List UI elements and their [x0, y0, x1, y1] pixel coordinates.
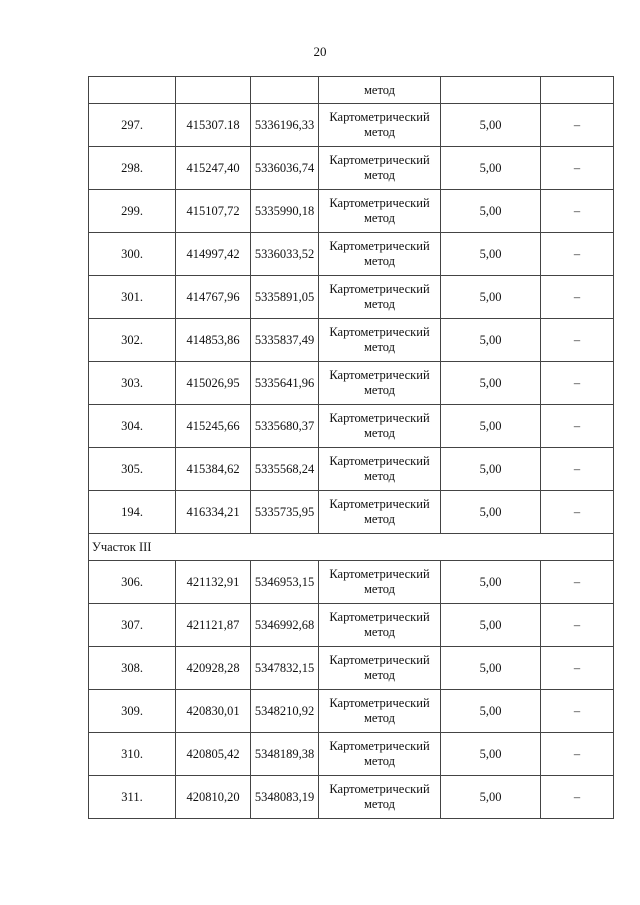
method-cell: [319, 647, 441, 690]
point-number: 297.: [89, 104, 176, 147]
method-cell: [319, 190, 441, 233]
point-number: 309.: [89, 690, 176, 733]
method-cell: [319, 276, 441, 319]
method-line-1: Картометрический: [329, 368, 430, 382]
method-line-1: Картометрический: [329, 239, 430, 253]
coordinate-y: 5347832,15: [251, 647, 319, 690]
coordinate-x: 421121,87: [176, 604, 251, 647]
coordinate-y: 5336036,74: [251, 147, 319, 190]
accuracy-value: 5,00: [441, 276, 541, 319]
coordinate-x: 415245,66: [176, 405, 251, 448]
method-line-1: Картометрический: [329, 325, 430, 339]
coordinate-x: 415384,62: [176, 448, 251, 491]
note-dash: –: [541, 561, 614, 604]
method-line-2: метод: [363, 469, 395, 483]
table-row: [89, 190, 614, 233]
accuracy-value: 5,00: [441, 448, 541, 491]
accuracy-value: 5,00: [441, 561, 541, 604]
accuracy-value: 5,00: [441, 405, 541, 448]
method-line-2: метод: [363, 254, 395, 268]
method-line-2: метод: [363, 383, 395, 397]
method-line-1: Картометрический: [329, 567, 430, 581]
method-line-1: Картометрический: [329, 411, 430, 425]
method-line-1: Картометрический: [329, 110, 430, 124]
method-line-2: метод: [363, 297, 395, 311]
table-row: [89, 405, 614, 448]
note-dash: –: [541, 733, 614, 776]
coordinate-y: 5335568,24: [251, 448, 319, 491]
method-line-2: метод: [363, 426, 395, 440]
accuracy-value: 5,00: [441, 491, 541, 534]
table-row: [89, 276, 614, 319]
continuation-cell-method: метод: [319, 77, 441, 104]
table-row: [89, 362, 614, 405]
method-line-1: Картометрический: [329, 196, 430, 210]
accuracy-value: 5,00: [441, 147, 541, 190]
point-number: 194.: [89, 491, 176, 534]
method-cell: [319, 319, 441, 362]
coordinate-x: 415026,95: [176, 362, 251, 405]
note-dash: –: [541, 776, 614, 819]
note-dash: –: [541, 491, 614, 534]
method-cell: [319, 690, 441, 733]
accuracy-value: 5,00: [441, 647, 541, 690]
continuation-cell-x: [176, 77, 251, 104]
coordinate-x: 420830,01: [176, 690, 251, 733]
point-number: 306.: [89, 561, 176, 604]
method-line-1: Картометрический: [329, 610, 430, 624]
note-dash: –: [541, 362, 614, 405]
method-line-2: метод: [363, 711, 395, 725]
accuracy-value: 5,00: [441, 190, 541, 233]
method-line-2: метод: [363, 668, 395, 682]
table-row: [89, 733, 614, 776]
point-number: 299.: [89, 190, 176, 233]
coordinate-x: 415107,72: [176, 190, 251, 233]
method-line-1: Картометрический: [329, 497, 430, 511]
method-cell: [319, 104, 441, 147]
method-line-1: Картометрический: [329, 454, 430, 468]
point-number: 303.: [89, 362, 176, 405]
table-row: [89, 647, 614, 690]
method-cell: [319, 448, 441, 491]
method-cell: [319, 362, 441, 405]
method-line-1: Картометрический: [329, 282, 430, 296]
note-dash: –: [541, 147, 614, 190]
method-line-1: Картометрический: [329, 739, 430, 753]
point-number: 308.: [89, 647, 176, 690]
method-line-2: метод: [363, 512, 395, 526]
coordinate-x: 421132,91: [176, 561, 251, 604]
table-row: [89, 233, 614, 276]
coordinate-y: 5346953,15: [251, 561, 319, 604]
coordinate-y: 5348083,19: [251, 776, 319, 819]
coordinate-x: 415307.18: [176, 104, 251, 147]
note-dash: –: [541, 647, 614, 690]
method-line-1: Картометрический: [329, 153, 430, 167]
coordinate-y: 5336196,33: [251, 104, 319, 147]
method-line-2: метод: [363, 625, 395, 639]
table-row: [89, 690, 614, 733]
table-row: [89, 491, 614, 534]
point-number: 298.: [89, 147, 176, 190]
coordinates-table: [88, 76, 614, 819]
method-line-2: метод: [363, 125, 395, 139]
method-cell: [319, 561, 441, 604]
method-line-2: метод: [363, 340, 395, 354]
page-number: 20: [313, 44, 327, 59]
method-line-1: Картометрический: [329, 782, 430, 796]
continuation-cell-accuracy: [441, 77, 541, 104]
coordinate-y: 5348210,92: [251, 690, 319, 733]
coordinate-x: 414997,42: [176, 233, 251, 276]
point-number: 302.: [89, 319, 176, 362]
table-row: [89, 319, 614, 362]
section-title: Участок III: [89, 534, 614, 561]
coordinate-y: 5335641,96: [251, 362, 319, 405]
point-number: 304.: [89, 405, 176, 448]
method-cell: [319, 405, 441, 448]
coordinate-y: 5336033,52: [251, 233, 319, 276]
table-row: [89, 776, 614, 819]
method-cell: [319, 233, 441, 276]
coordinate-y: 5335891,05: [251, 276, 319, 319]
point-number: 301.: [89, 276, 176, 319]
accuracy-value: 5,00: [441, 604, 541, 647]
continuation-cell-note: [541, 77, 614, 104]
coordinate-y: 5346992,68: [251, 604, 319, 647]
method-cell: [319, 491, 441, 534]
method-line-2: метод: [363, 582, 395, 596]
note-dash: –: [541, 448, 614, 491]
note-dash: –: [541, 276, 614, 319]
note-dash: –: [541, 104, 614, 147]
method-line-2: метод: [363, 754, 395, 768]
accuracy-value: 5,00: [441, 104, 541, 147]
method-cell: [319, 147, 441, 190]
point-number: 311.: [89, 776, 176, 819]
table-row: [89, 604, 614, 647]
method-line-2: метод: [363, 797, 395, 811]
coordinate-y: 5335735,95: [251, 491, 319, 534]
continuation-row: [89, 77, 614, 104]
table-row: [89, 561, 614, 604]
continuation-cell-num: [89, 77, 176, 104]
method-cell: [319, 776, 441, 819]
coordinate-x: 420928,28: [176, 647, 251, 690]
coordinate-x: 420805,42: [176, 733, 251, 776]
coordinate-x: 420810,20: [176, 776, 251, 819]
note-dash: –: [541, 690, 614, 733]
accuracy-value: 5,00: [441, 690, 541, 733]
accuracy-value: 5,00: [441, 733, 541, 776]
point-number: 305.: [89, 448, 176, 491]
table-row: [89, 448, 614, 491]
point-number: 310.: [89, 733, 176, 776]
coordinate-y: 5335680,37: [251, 405, 319, 448]
method-line-2: метод: [363, 168, 395, 182]
method-cell: [319, 604, 441, 647]
note-dash: –: [541, 604, 614, 647]
coordinate-x: 414853,86: [176, 319, 251, 362]
point-number: 307.: [89, 604, 176, 647]
coordinate-x: 415247,40: [176, 147, 251, 190]
coordinate-y: 5348189,38: [251, 733, 319, 776]
table-body: [89, 77, 614, 819]
point-number: 300.: [89, 233, 176, 276]
coordinate-y: 5335990,18: [251, 190, 319, 233]
method-line-1: Картометрический: [329, 653, 430, 667]
method-cell: [319, 733, 441, 776]
table-row: [89, 104, 614, 147]
table-row: [89, 147, 614, 190]
note-dash: –: [541, 190, 614, 233]
continuation-cell-y: [251, 77, 319, 104]
accuracy-value: 5,00: [441, 362, 541, 405]
accuracy-value: 5,00: [441, 776, 541, 819]
note-dash: –: [541, 319, 614, 362]
section-row: [89, 534, 614, 561]
accuracy-value: 5,00: [441, 233, 541, 276]
coordinate-y: 5335837,49: [251, 319, 319, 362]
coordinate-x: 414767,96: [176, 276, 251, 319]
coordinate-x: 416334,21: [176, 491, 251, 534]
method-line-1: Картометрический: [329, 696, 430, 710]
note-dash: –: [541, 233, 614, 276]
note-dash: –: [541, 405, 614, 448]
accuracy-value: 5,00: [441, 319, 541, 362]
method-line-2: метод: [363, 211, 395, 225]
